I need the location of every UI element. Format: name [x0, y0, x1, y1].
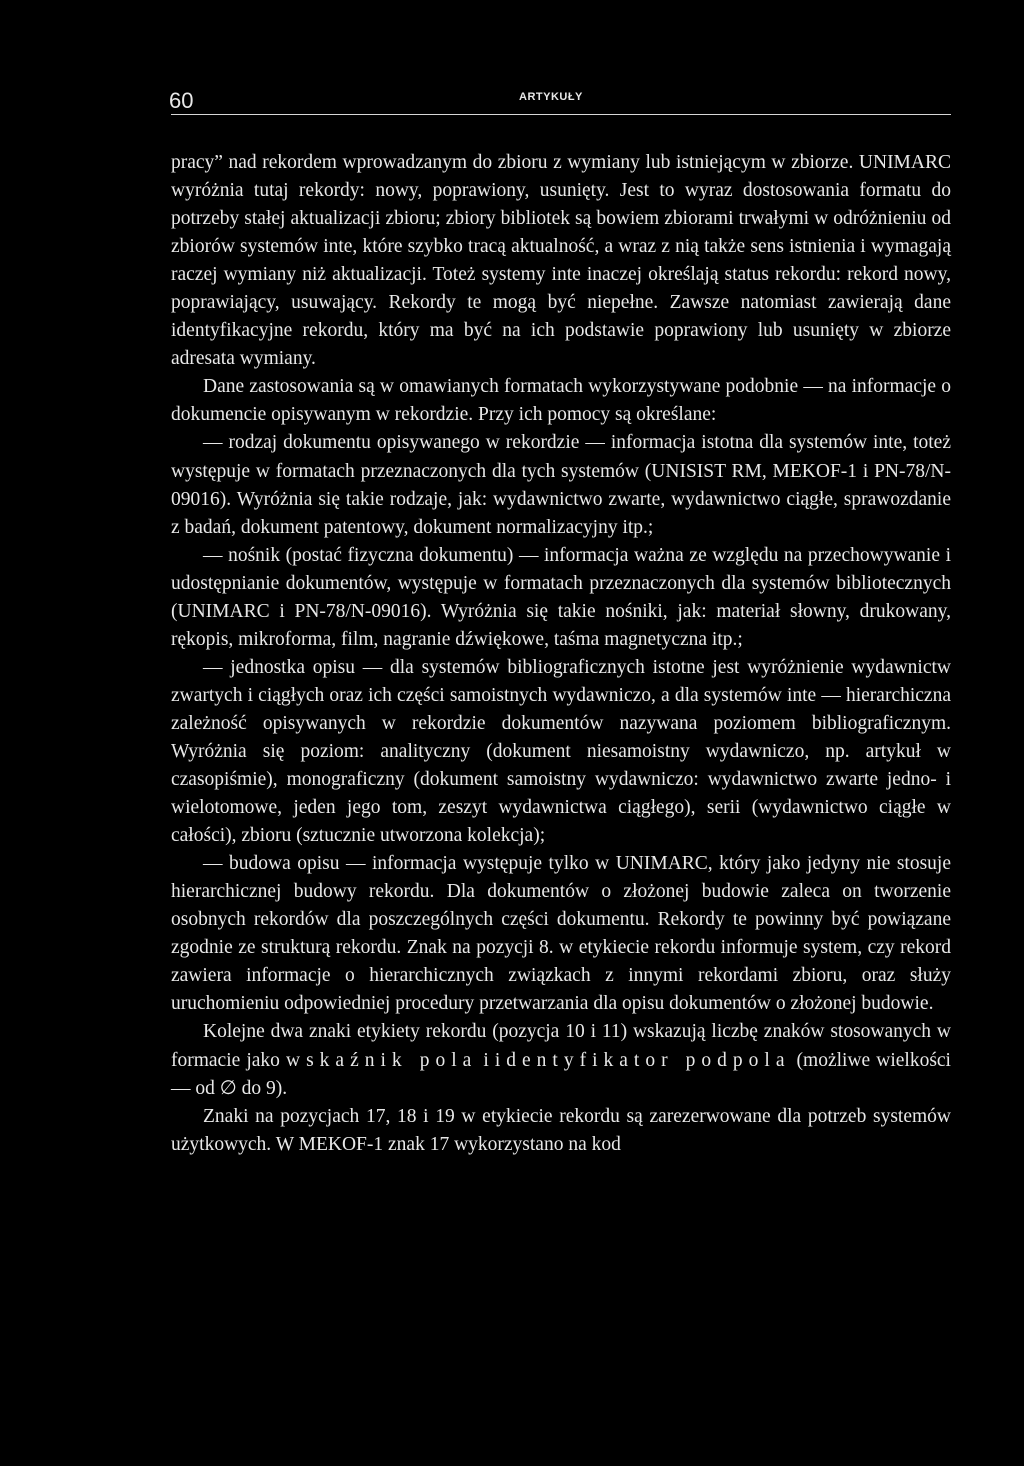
paragraph-text: (możliwe wielkości — od ∅ do 9).	[171, 1049, 951, 1099]
running-head: ARTYKUŁY	[519, 91, 583, 103]
spaced-term: wskaźnik pola	[286, 1049, 478, 1071]
paragraph: pracy” nad rekordem wprowadzanym do zbioru z wymiany lub istniejącym w zbiorze. UNIMARC wyróżnia tutaj rekordy: nowy, poprawiony, usunięty. Jest to wyraz dostosowania formatu do potrzeby stałej aktualizacji zbioru; zbiory bibliotek są bowiem zbiorami trwałymi w odróżnieniu od zbiorów systemów inte, które szybko tracą aktualność, a wraz z nią także sens istnienia i wymagają raczej wymiany niż aktualizacji. Toteż systemy inte inaczej określają status rekordu: rekord nowy, poprawiający, usuwający. Rekordy te mogą być niepełne. Zawsze natomiast zawierają dane identyfikacyjne rekordu, który ma być na ich podstawie poprawiony lub usunięty w zbiorze adresata wymiany.	[171, 152, 951, 370]
article-body	[171, 149, 951, 1159]
list-item-document-type: — rodzaj dokumentu opisywanego w rekordzie — informacja istotna dla systemów inte, toteż występuje w formatach przeznaczonych dla tych systemów (UNISIST RM, MEKOF-1 i PN-78/N-09016). Wyróżnia się takie rodzaje, jak: wydawnictwo zwarte, wydawnictwo ciągłe, sprawozdanie z badań, dokument patentowy, dokument normalizacyjny itp.;	[171, 432, 951, 538]
document-page	[171, 88, 951, 1159]
list-item-carrier: — nośnik (postać fizyczna dokumentu) — informacja ważna ze względu na przechowywanie i udostępnianie dokumentów, występuje w formatach przeznaczonych dla systemów bibliotecznych (UNIMARC i PN-78/N-09016). Wyróżnia się takie nośniki, jak: materiał słowny, drukowany, rękopis, mikroforma, film, nagranie dźwiękowe, taśma magnetyczna itp.;	[171, 544, 951, 650]
paragraph-text: i	[477, 1049, 495, 1071]
spaced-term: identyfikator podpola	[494, 1049, 791, 1071]
page-header	[171, 88, 951, 115]
paragraph-text: Kolejne dwa znaki etykiety rekordu (pozycja 10 i 11) wskazują liczbę znaków stosowanych w formacie jako	[171, 1021, 951, 1071]
paragraph: Dane zastosowania są w omawianych formatach wykorzystywane podobnie — na informacje o dokumencie opisywanym w rekordzie. Przy ich pomocy są określane:	[171, 376, 951, 426]
list-item-description-structure: — budowa opisu — informacja występuje tylko w UNIMARC, który jako jedyny nie stosuje hierarchicznej budowy rekordu. Dla dokumentów o złożonej budowie zaleca on tworzenie osobnych rekordów dla poszczególnych części dokumentu. Rekordy te powinny być powiązane zgodnie ze strukturą rekordu. Znak na pozycji 8. w etykiecie rekordu informuje system, czy rekord zawiera informacje o hierarchicznych związkach z innymi rekordami zbioru, oraz służy uruchomieniu odpowiedniej procedury przetwarzania dla opisu dokumentów o złożonej budowie.	[171, 853, 951, 1015]
paragraph	[171, 1018, 951, 1102]
page-number: 60	[169, 88, 194, 113]
paragraph: Znaki na pozycjach 17, 18 i 19 w etykiecie rekordu są zarezerwowane dla potrzeb systemów użytkowych. W MEKOF-1 znak 17 wykorzystano na kod	[171, 1105, 951, 1155]
list-item-description-unit: — jednostka opisu — dla systemów bibliograficznych istotne jest wyróżnienie wydawnictw zwartych i ciągłych oraz ich części samoistnych wydawniczo, a dla systemów inte — hierarchiczna zależność opisywanych w rekordzie dokumentów nazywana poziomem bibliograficznym. Wyróżnia się poziom: analityczny (dokument niesamoistny wydawniczo, np. artykuł w czasopiśmie), monograficzny (dokument samoistny wydawniczo: wydawnictwo zwarte jedno- i wielotomowe, jeden jego tom, zeszyt wydawnictwa ciągłego), serii (wydawnictwo ciągłe w całości), zbioru (sztucznie utworzona kolekcja);	[171, 656, 951, 847]
